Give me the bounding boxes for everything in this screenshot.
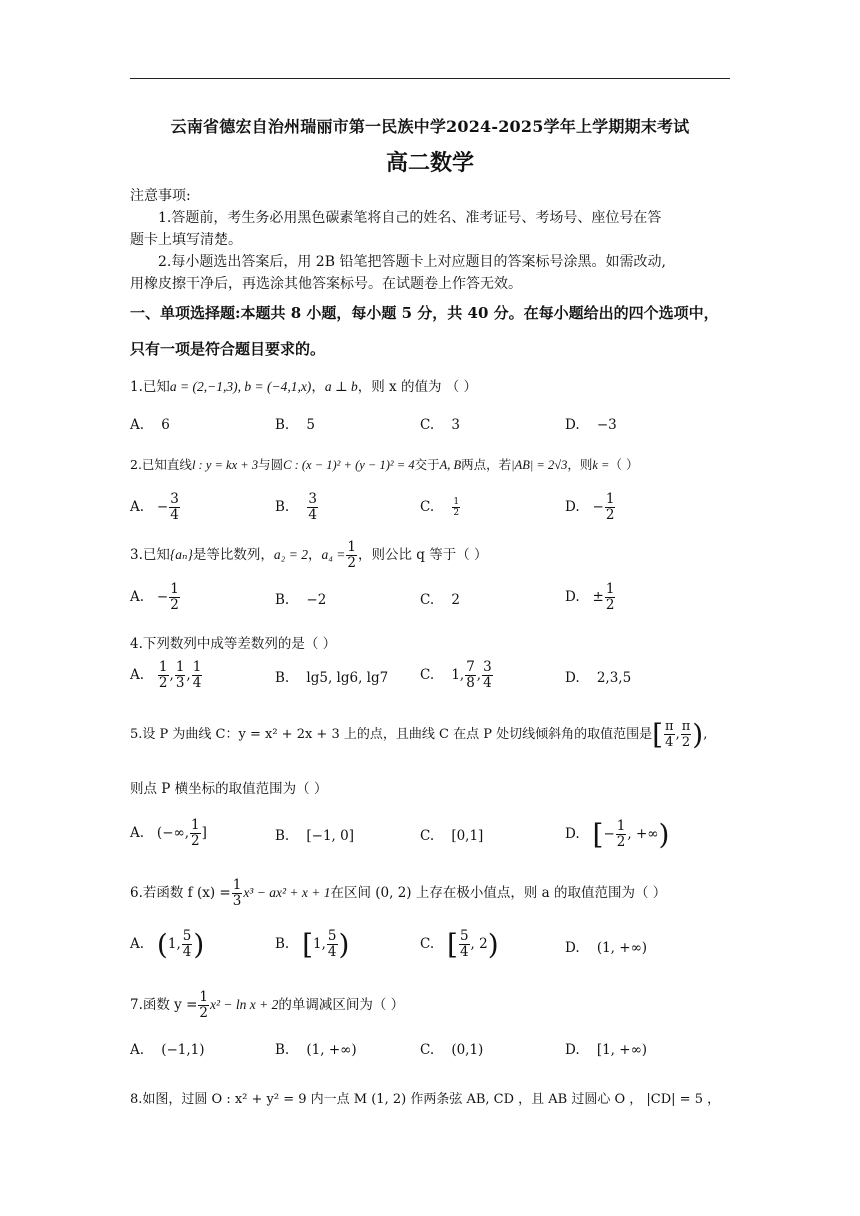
q1-pre: 1.已知	[130, 379, 170, 395]
q6-option-a[interactable]: A. (1, $\frac{5}{4}$ )	[130, 928, 205, 961]
question-5-line2: 则点 P 横坐标的取值范围为（ ）	[130, 781, 328, 797]
q1-option-c[interactable]: C. 3	[420, 417, 460, 433]
q7-option-a[interactable]: A. (−1,1)	[130, 1042, 205, 1058]
q4-option-b[interactable]: B. lg5, lg6, lg7	[275, 670, 389, 686]
q1-option-b[interactable]: B. 5	[275, 417, 315, 433]
question-3: 3.已知{aₙ}是等比数列，a₂ = 2，a₄ = $\frac{1}{2}$ ，则公比 q 等于（ ）	[130, 539, 488, 571]
q1-option-a[interactable]: A. 6	[130, 417, 170, 433]
exam-title: 云南省德宏自治州瑞丽市第一民族中学2024-2025学年上学期期末考试	[170, 117, 690, 136]
q3-option-a[interactable]: A. − $\frac{1}{2}$	[130, 581, 179, 613]
q3-option-b[interactable]: B. −2	[275, 592, 327, 608]
q5-option-c[interactable]: C. [0,1]	[420, 828, 484, 844]
q7-option-b[interactable]: B. (1, +∞)	[275, 1042, 357, 1058]
q6-option-d[interactable]: D. (1, +∞)	[565, 940, 648, 956]
section-heading-1: 一、单项选择题:本题共 8 小题，每小题 5 分，共 40 分。在每小题给出的四个选项中，	[130, 304, 719, 322]
q6-option-b[interactable]: B. [1, $\frac{5}{4}$ )	[275, 928, 350, 961]
question-4: 4.下列数列中成等差数列的是（ ）	[130, 636, 337, 652]
section-heading-2: 只有一项是符合题目要求的。	[130, 340, 326, 358]
question-1	[130, 375, 477, 395]
q3-option-d[interactable]: D. ± $\frac{1}{2}$	[565, 581, 615, 613]
q2-option-d[interactable]: D. − $\frac{1}{2}$	[565, 491, 615, 523]
q2-option-c[interactable]: C. $\frac{1}{2}$	[420, 497, 460, 518]
q1-option-d[interactable]: D. −3	[565, 417, 617, 433]
q2-option-b[interactable]: B. $\frac{3}{4}$	[275, 491, 317, 523]
q1-post: ，则 x 的值为 （ ）	[357, 379, 478, 395]
exam-subject: 高二数学	[385, 150, 474, 176]
notice-item-2b: 用橡皮擦干净后，再选涂其他答案标号。在试题卷上作答无效。	[130, 276, 522, 292]
q1-mid: ，	[311, 379, 325, 395]
q5-option-a[interactable]: A. (−∞, $\frac{1}{2}$ ]	[130, 817, 207, 849]
q1-perp: a ⊥ b	[324, 379, 358, 394]
q6-option-c[interactable]: C. [ $\frac{5}{4}$ , 2)	[420, 928, 499, 961]
q2-option-a[interactable]: A. − $\frac{3}{4}$	[130, 491, 179, 523]
notice-item-1b: 题卡上填写清楚。	[130, 232, 242, 248]
question-2: 2.已知直线l : y = kx + 3与圆C : (x − 1)² + (y − 1)² = 4交于A, B两点，若|AB| = 2√3，则k =（ ）	[130, 457, 639, 472]
q7-option-d[interactable]: D. [1, +∞)	[565, 1042, 648, 1058]
q1-formula: a = (2,−1,3), b = (−4,1,x)	[169, 379, 312, 394]
q5-option-d[interactable]: D. [− $\frac{1}{2}$ , +∞)	[565, 818, 670, 851]
question-8: 8.如图，过圆 O : x² + y² = 9 内一点 M (1, 2) 作两条弦 AB, CD ，且 AB 过圆心 O ， |CD| = 5 ，	[130, 1092, 721, 1107]
header-rule	[130, 78, 730, 79]
question-7: 7.函数 y = $\frac{1}{2}$ x² − ln x + 2的单调减区间为（ ）	[130, 989, 405, 1021]
question-5-line1: 5.设 P 为曲线 C：y = x² + 2x + 3 上的点，且曲线 C 在点 P 处切线倾斜角的取值范围是[ $\frac{\pi}{4}$ , $\frac{\pi}{2}$ ),	[130, 718, 708, 751]
q4-option-a[interactable]: A. $\frac{1}{2}$ , $\frac{1}{3}$ , $\frac{1}{4}$	[130, 659, 202, 691]
q7-option-c[interactable]: C. (0,1)	[420, 1042, 484, 1058]
q4-option-c[interactable]: C. 1, $\frac{7}{8}$ , $\frac{3}{4}$	[420, 659, 492, 691]
q5-option-b[interactable]: B. [−1, 0]	[275, 828, 354, 844]
notice-item-1a: 1.答题前，考生务必用黑色碳素笔将自己的姓名、准考证号、考场号、座位号在答	[158, 210, 662, 226]
question-6: 6.若函数 f (x) = $\frac{1}{3}$ x³ − ax² + x + 1在区间 (0, 2) 上存在极小值点，则 a 的取值范围为（ ）	[130, 877, 667, 909]
q3-option-c[interactable]: C. 2	[420, 592, 460, 608]
notice-item-2a: 2.每小题选出答案后，用 2B 铅笔把答题卡上对应题目的答案标号涂黑。如需改动,	[158, 254, 666, 270]
notice-heading: 注意事项:	[130, 188, 191, 204]
q4-option-d[interactable]: D. 2,3,5	[565, 670, 632, 686]
